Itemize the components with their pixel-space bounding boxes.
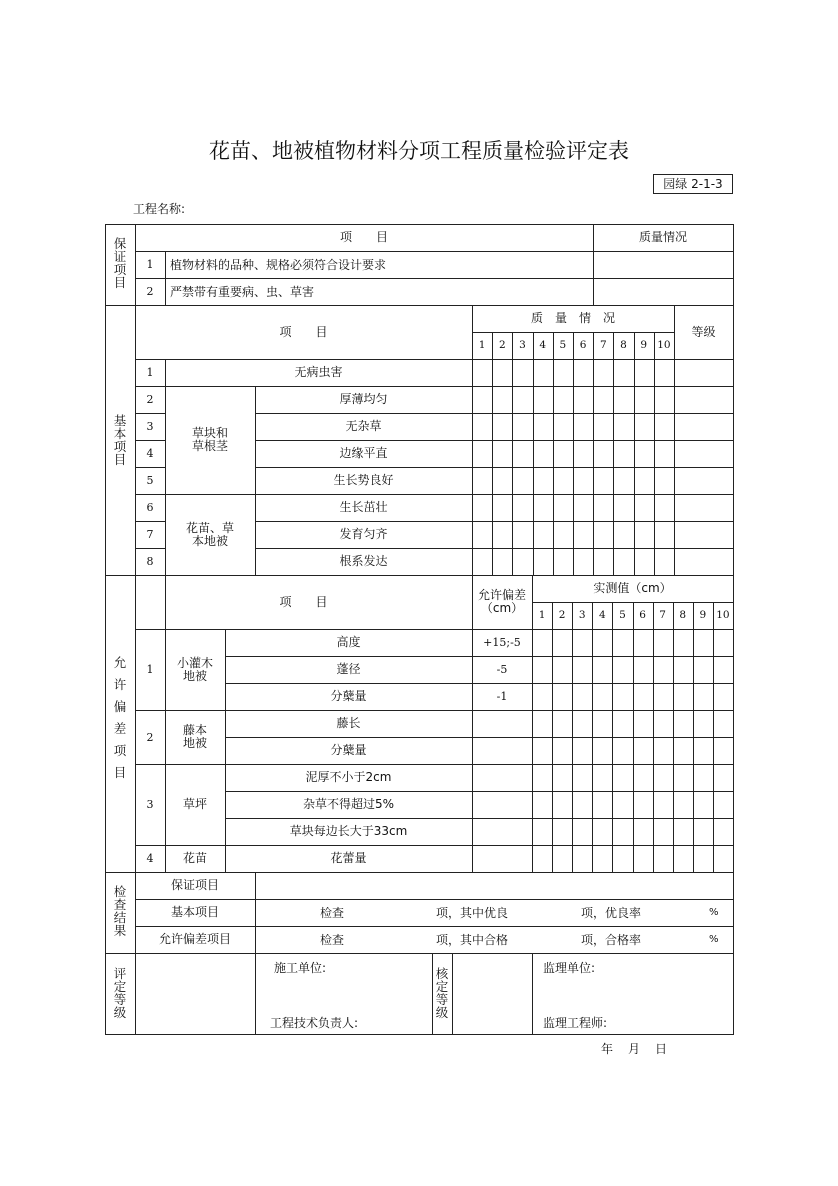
tolerance-header-item: 项 目: [279, 594, 328, 609]
basic-row-text: 生长茁壮: [339, 500, 388, 514]
basic-row-text: 生长势良好: [333, 473, 394, 487]
tolerance-group-no: 2: [146, 730, 154, 744]
tolerance-row-value: [472, 791, 532, 818]
basic-col-header: 7: [599, 339, 607, 351]
grid-line: [634, 332, 635, 576]
grid-line: [573, 332, 574, 576]
basic-header-quality: 质 量 情 况: [530, 311, 615, 325]
tolerance-section-label: 允许偏差项目: [113, 655, 127, 780]
tech-lead-label: 工程技术负责人:: [270, 1015, 359, 1030]
basic-row-text: 边缘平直: [339, 446, 388, 460]
tolerance-row-value: [472, 764, 532, 791]
basic-row-no: 8: [146, 555, 154, 568]
project-name-label: 工程名称:: [133, 201, 186, 216]
guarantee-header-quality: 质量情况: [638, 230, 687, 244]
tolerance-group-name: 花苗: [182, 851, 207, 865]
grid-line: [105, 872, 734, 873]
grid-line: [135, 926, 734, 927]
tolerance-group-no: 4: [146, 852, 154, 865]
tolerance-row-value: [472, 845, 532, 872]
tolerance-col-header: 7: [659, 609, 666, 621]
grid-line: [105, 953, 734, 954]
tolerance-col-header: 10: [716, 609, 730, 621]
grid-line: [105, 575, 734, 576]
tolerance-row-value: [472, 710, 532, 737]
percent-sign: %: [709, 934, 719, 945]
guarantee-row-no: 1: [146, 258, 154, 271]
grid-line: [592, 602, 593, 873]
tolerance-row-value: [472, 818, 532, 845]
basic-row-no: 4: [146, 447, 154, 460]
form-code: 园绿 2-1-3: [653, 174, 733, 194]
tolerance-row-text: 蓬径: [336, 662, 361, 676]
date-month: 月: [628, 1041, 641, 1056]
tolerance-row-text: 藤长: [336, 716, 361, 730]
verified-grade-label: 核定等级: [435, 966, 449, 1020]
tolerance-row-value: [472, 737, 532, 764]
grid-line: [105, 305, 734, 306]
grid-line: [105, 1034, 734, 1035]
basic-group-label: 草块和草根茎: [191, 426, 228, 453]
grid-line: [135, 278, 734, 279]
tolerance-group-name: 草坪: [182, 797, 207, 811]
engineer-label: 监理工程师:: [543, 1015, 608, 1030]
basic-excellent-rate-label: 项，优良率: [581, 906, 642, 920]
grid-line: [713, 602, 714, 873]
grid-line: [135, 899, 734, 900]
basic-header-item: 项 目: [279, 324, 328, 339]
tolerance-header-measured: 实测值（cm）: [593, 581, 672, 595]
grid-line: [165, 359, 166, 873]
grid-line: [552, 602, 553, 873]
guarantee-section-label: 保证项目: [113, 236, 127, 290]
tolerance-row-text: 杂草不得超过5%: [302, 797, 395, 811]
form-title: 花苗、地被植物材料分项工程质量检验评定表: [209, 138, 629, 163]
tolerance-col-header: 8: [679, 609, 687, 621]
grid-line: [135, 224, 136, 1035]
basic-col-header: 4: [539, 339, 547, 351]
grid-line: [593, 332, 594, 576]
basic-section-label: 基本项目: [113, 413, 127, 467]
results-tolerance-label: 允许偏差项目: [158, 932, 231, 946]
basic-col-header: 2: [498, 339, 506, 351]
tolerance-col-header: 1: [538, 609, 546, 621]
grid-line: [633, 602, 634, 873]
grid-line: [674, 305, 675, 576]
percent-sign: %: [709, 907, 719, 918]
grid-line: [255, 872, 256, 1035]
tolerance-col-header: 3: [578, 609, 586, 621]
tolerance-group-name: 小灌木地被: [176, 655, 213, 683]
supervisor-label: 监理单位:: [543, 960, 596, 975]
tolerance-header-tolerance: 允许偏差（cm）: [477, 588, 526, 615]
tolerance-pass-rate-label: 项，合格率: [581, 933, 642, 947]
basic-row-text: 无病虫害: [294, 365, 343, 379]
basic-group-label: 花苗、草本地被: [185, 520, 234, 548]
grid-line: [612, 602, 613, 873]
tolerance-row-value: -5: [496, 663, 508, 676]
evaluation-section-label: 评定等级: [113, 966, 127, 1020]
grid-line: [572, 602, 573, 873]
tolerance-check-label: 检查: [320, 933, 345, 947]
tolerance-col-header: 6: [639, 609, 646, 621]
basic-row-text: 根系发达: [339, 554, 388, 568]
grid-line: [673, 602, 674, 873]
grid-line: [452, 953, 453, 1035]
tolerance-row-text: 泥厚不小于2cm: [305, 770, 392, 784]
basic-row-no: 3: [146, 420, 154, 433]
grid-line: [532, 953, 533, 1035]
tolerance-row-text: 分蘖量: [330, 689, 367, 703]
grid-line: [105, 224, 106, 1035]
basic-row-no: 1: [146, 366, 154, 379]
basic-row-no: 7: [146, 528, 154, 541]
results-basic-label: 基本项目: [170, 905, 219, 919]
grid-line: [135, 251, 734, 252]
grid-line: [432, 953, 433, 1035]
guarantee-header-item: 项 目: [339, 230, 388, 244]
basic-row-text: 发育匀齐: [339, 527, 388, 541]
grid-line: [653, 602, 654, 873]
basic-col-header: 6: [579, 339, 587, 351]
results-guarantee-label: 保证项目: [170, 878, 219, 892]
tolerance-row-text: 分蘖量: [330, 743, 367, 757]
tolerance-pass-label: 项，其中合格: [436, 933, 509, 947]
tolerance-group-no: 3: [146, 798, 154, 811]
guarantee-row-no: 2: [146, 285, 154, 298]
tolerance-col-header: 2: [558, 609, 566, 621]
grid-line: [492, 332, 493, 576]
grid-line: [533, 332, 534, 576]
contractor-label: 施工单位:: [274, 960, 327, 975]
grid-line: [512, 332, 513, 576]
tolerance-group-no: 1: [146, 663, 154, 676]
basic-col-header: 10: [657, 339, 671, 351]
grid-line: [613, 332, 614, 576]
tolerance-row-text: 草块每边长大于33cm: [289, 824, 408, 838]
grid-line: [693, 602, 694, 873]
grid-line: [654, 332, 655, 576]
basic-header-grade: 等级: [691, 324, 716, 339]
tolerance-group-name: 藤本地被: [182, 723, 207, 750]
basic-row-text: 厚薄均匀: [339, 392, 388, 406]
tolerance-col-header: 9: [699, 609, 707, 621]
basic-col-header: 8: [620, 339, 627, 351]
basic-row-text: 无杂草: [345, 419, 382, 433]
grid-line: [105, 224, 734, 225]
guarantee-row-text: 严禁带有重要病、虫、草害: [170, 285, 315, 299]
date-year: 年: [601, 1041, 614, 1056]
tolerance-row-value: -1: [496, 690, 508, 703]
basic-col-header: 3: [519, 339, 526, 351]
tolerance-row-value: +15;-5: [483, 636, 521, 649]
tolerance-col-header: 5: [619, 609, 626, 621]
basic-col-header: 1: [478, 339, 486, 351]
basic-col-header: 5: [559, 339, 567, 351]
grid-line: [135, 359, 734, 360]
basic-row-no: 2: [146, 393, 154, 406]
basic-row-no: 6: [146, 501, 154, 514]
guarantee-row-text: 植物材料的品种、规格必须符合设计要求: [170, 258, 387, 272]
results-section-label: 检查结果: [113, 884, 127, 938]
date-day: 日: [655, 1041, 668, 1056]
basic-check-label: 检查: [320, 906, 345, 920]
tolerance-row-text: 高度: [336, 635, 361, 649]
tolerance-col-header: 4: [599, 609, 606, 621]
grid-line: [165, 251, 166, 306]
basic-excellent-label: 项，其中优良: [436, 906, 509, 920]
grid-line: [553, 332, 554, 576]
grid-line: [593, 224, 594, 306]
basic-col-header: 9: [640, 339, 648, 351]
tolerance-row-text: 花蕾量: [330, 851, 367, 865]
basic-row-no: 5: [146, 474, 154, 487]
